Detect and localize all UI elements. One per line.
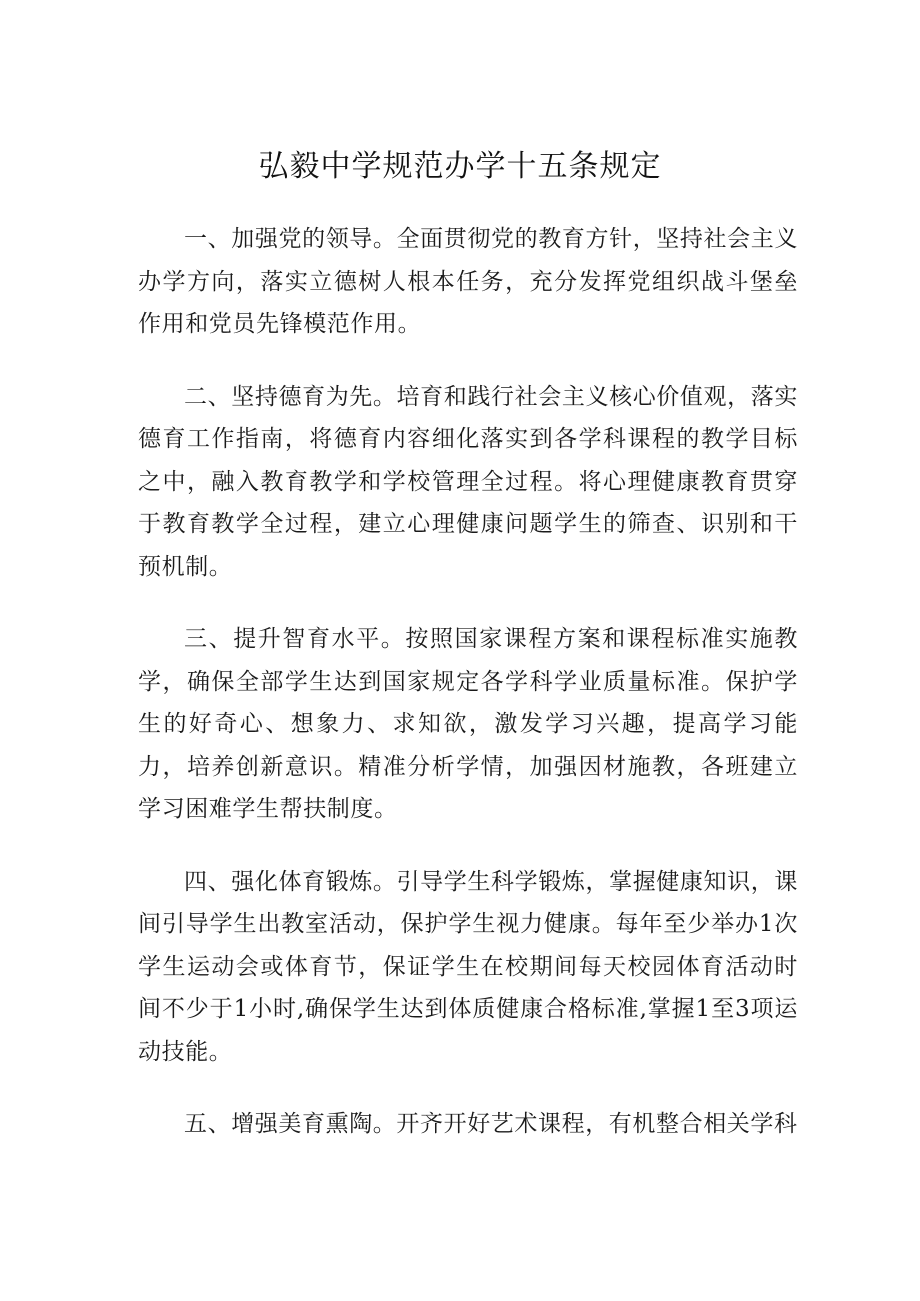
paragraph-3: 三、提升智育水平。按照国家课程方案和课程标准实施教学，确保全部学生达到国家规定各学科学业质量标准。保护学生的好奇心、想象力、求知欲，激发学习兴趣，提高学习能力，培养创新意识。精准分析学情，加强因材施教，各班建立学习困难学生帮扶制度。 [138, 626, 798, 822]
paragraph-4: 四、强化体育锻炼。引导学生科学锻炼，掌握健康知识，课间引导学生出教室活动，保护学生视力健康。每年至少举办1次学生运动会或体育节，保证学生在校期间每天校园体育活动时间不少于1小时,确保学生达到体质健康合格标准,掌握1至3项运动技能。 [138, 868, 798, 1065]
paragraph-2: 二、坚持德育为先。培育和践行社会主义核心价值观，落实德育工作指南，将德育内容细化落实到各学科课程的教学目标之中，融入教育教学和学校管理全过程。将心理健康教育贯穿于教育教学全过程，建立心理健康问题学生的筛查、识别和干预机制。 [138, 383, 798, 580]
document-title: 弘毅中学规范办学十五条规定 [258, 149, 662, 184]
paragraph-1: 一、加强党的领导。全面贯彻党的教育方针，坚持社会主义办学方向，落实立德树人根本任务，充分发挥党组织战斗堡垒作用和党员先锋模范作用。 [138, 226, 798, 337]
document-body [138, 218, 798, 1176]
paragraph-5: 五、增强美育熏陶。开齐开好艺术课程，有机整合相关学科 [184, 1111, 798, 1137]
